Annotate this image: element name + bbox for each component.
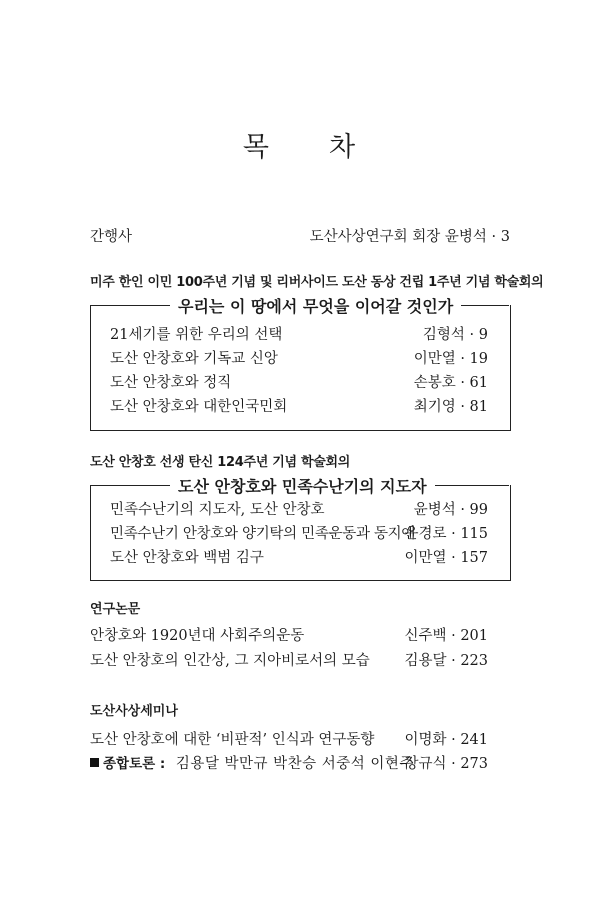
toc-entry-title[interactable]: 도산 안창호와 기독교 신앙 <box>110 351 278 367</box>
discussion-participants: 김용달 박만규 박찬승 서중석 이현주 <box>175 756 414 772</box>
toc-entry-author: 장규식 · 273 <box>404 756 488 772</box>
toc-entry-author: 최기영 · 81 <box>413 399 488 415</box>
section2-subtitle: 도산 안창호와 민족수난기의 지도자 <box>178 476 427 496</box>
title-char-1: 목 <box>242 132 271 163</box>
toc-entry-author: 이만열 · 19 <box>413 351 488 367</box>
toc-entry-title[interactable]: 안창호와 1920년대 사회주의운동 <box>90 628 305 644</box>
toc-entry-author: 이명화 · 241 <box>404 732 488 748</box>
toc-entry-discussion[interactable] <box>90 755 414 773</box>
section1-heading: 미주 한인 이민 100주년 기념 및 리버사이드 도산 동상 건립 1주년 기념 학술회의 <box>90 275 544 290</box>
toc-entry-author: 신주백 · 201 <box>404 628 488 644</box>
toc-entry-author: 김용달 · 223 <box>404 653 488 669</box>
toc-entry-author: 손봉호 · 61 <box>413 375 488 391</box>
page-title <box>0 125 600 164</box>
title-char-2: 차 <box>329 132 358 163</box>
toc-entry-title[interactable]: 민족수난기의 지도자, 도산 안창호 <box>110 502 325 518</box>
section1-subtitle: 우리는 이 땅에서 무엇을 이어갈 것인가 <box>178 296 454 316</box>
toc-entry-title[interactable]: 도산 안창호와 백범 김구 <box>110 550 264 566</box>
section3-heading: 연구논문 <box>90 602 141 617</box>
toc-entry-title[interactable]: 도산 안창호의 인간상, 그 지아비로서의 모습 <box>90 653 370 669</box>
section2-heading: 도산 안창호 선생 탄신 124주년 기념 학술회의 <box>90 455 350 470</box>
discussion-label: 종합토론 : <box>103 756 166 772</box>
toc-entry-title[interactable]: 민족수난기 안창호와 양기탁의 민족운동과 동지애 <box>110 526 416 542</box>
toc-entry-publisher-author: 도산사상연구회 회장 윤병석 · 3 <box>309 229 510 245</box>
toc-entry-title[interactable]: 도산 안창호와 대한인국민회 <box>110 399 288 415</box>
toc-entry-publisher-label[interactable]: 간행사 <box>90 229 133 245</box>
toc-entry-title[interactable]: 도산 안창호에 대한 ‘비판적’ 인식과 연구동향 <box>90 732 375 748</box>
section4-heading: 도산사상세미나 <box>90 704 178 719</box>
toc-entry-author: 윤병석 · 99 <box>413 502 488 518</box>
bullet-square-icon <box>90 758 99 767</box>
toc-entry-title[interactable]: 도산 안창호와 정직 <box>110 375 232 391</box>
toc-entry-author: 이만열 · 157 <box>404 550 488 566</box>
toc-entry-author: 윤경로 · 115 <box>404 526 488 542</box>
toc-entry-title[interactable]: 21세기를 위한 우리의 선택 <box>110 327 283 343</box>
toc-entry-author: 김형석 · 9 <box>422 327 488 343</box>
